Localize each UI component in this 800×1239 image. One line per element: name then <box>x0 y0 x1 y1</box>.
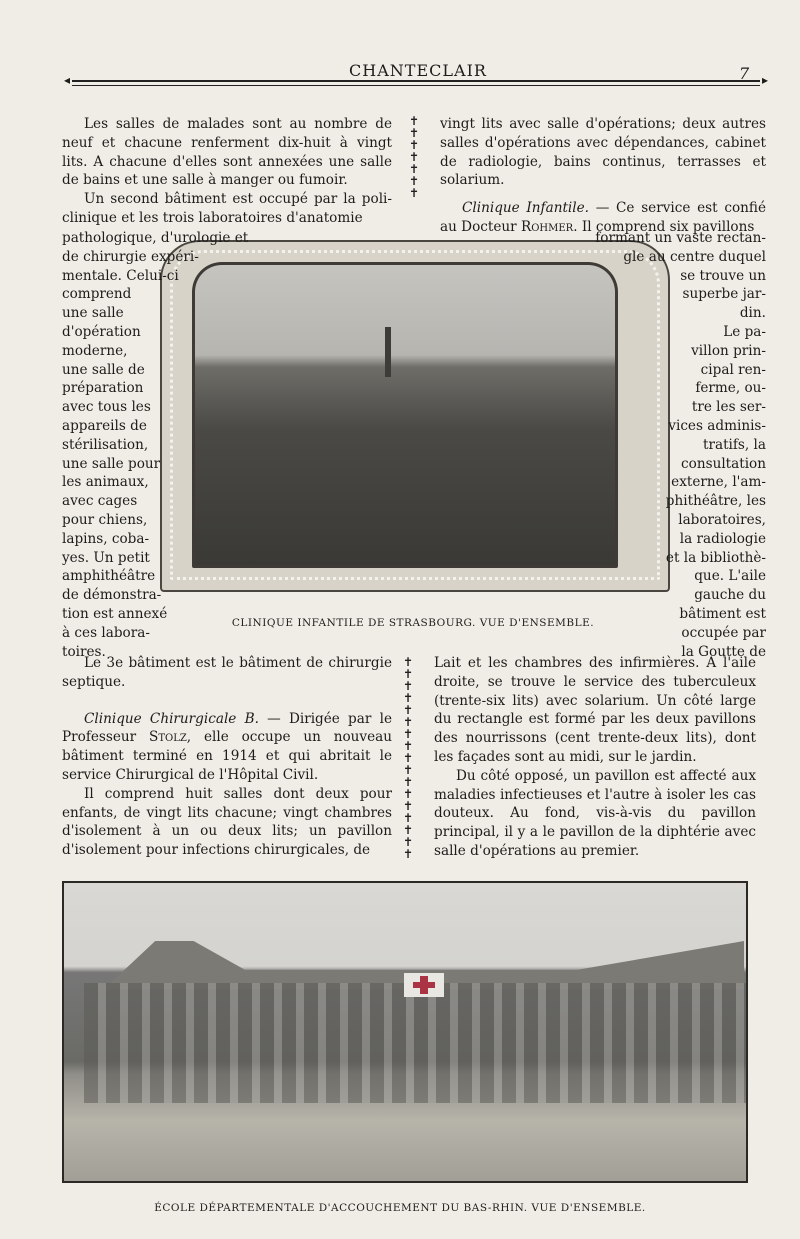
photo-clinique-infantile <box>192 262 618 568</box>
photo-caption: ÉCOLE DÉPARTEMENTALE D'ACCOUCHEMENT DU BAS-RHIN. VUE D'ENSEMBLE. <box>154 1202 646 1214</box>
column-divider: ✝ ✝ ✝ ✝ ✝ ✝ ✝ ✝ ✝ ✝ ✝ ✝ ✝ ✝ ✝ ✝ ✝ <box>402 656 414 860</box>
text-line: pour chiens, <box>62 512 148 528</box>
text-line: d'opération <box>62 324 141 340</box>
text-line: gle au centre duquel <box>623 248 766 265</box>
text-line: comprend <box>62 286 132 303</box>
text-line: villon prin- <box>691 342 766 359</box>
text-line: avec cages <box>62 493 138 510</box>
text-line: mentale. Celui-ci <box>62 267 179 284</box>
page-number: 7 <box>739 64 750 83</box>
text-line: une salle de <box>62 361 145 378</box>
text: . Il comprend six pavillons <box>573 218 755 235</box>
text-line: toires. <box>62 643 106 660</box>
text-line: cipal ren- <box>700 361 766 378</box>
text-line: ferme, ou- <box>695 380 766 397</box>
text-line: de démonstra- <box>62 587 162 604</box>
text-line: gauche du <box>694 587 766 604</box>
text-line: yes. Un petit <box>62 549 150 566</box>
paragraph: Il comprend huit salles dont deux pour enfants, de vingt lits chacune; vingt chambres d'isolement à un ou deux lits; un pavillon d'isolement pour infections chirurgicales, de <box>62 785 392 859</box>
text-line: les animaux, <box>62 474 149 491</box>
person-name: Stolz <box>149 729 187 746</box>
text-line: tion est annexé <box>62 606 168 622</box>
text-line: laboratoires, <box>678 512 766 528</box>
text-line: la radiologie <box>679 530 766 547</box>
section-title: Clinique Infantile. <box>462 200 589 217</box>
text-line: phithéâtre, les <box>665 493 766 510</box>
text-line: lapins, coba- <box>62 530 150 547</box>
photo-ecole-accouchement <box>62 881 748 1183</box>
text-line: occupée par <box>681 624 766 641</box>
paragraph: Du côté opposé, un pavillon est affecté aux maladies infectieuses et l'autre à isoler les cas douteux. Au fond, vis-à-vis du pavillon principal, il y a le pavillon de la diphtérie avec salle d'opérations au premier. <box>434 767 756 859</box>
paragraph: Le 3e bâtiment est le bâtiment de chirurgie septique. <box>62 655 392 690</box>
column-left-top <box>62 115 392 228</box>
text-line: que. L'aile <box>694 568 766 585</box>
text-line: une salle pour <box>62 455 161 472</box>
text-line: et la bibliothè- <box>665 549 766 566</box>
text-line: stérilisation, <box>62 436 149 453</box>
text: , elle occupe un nouveau bâtiment terminé en 1914 et qui abritait le service Chirurgical de l'Hôpital Civil. <box>62 729 392 783</box>
building-facade <box>84 983 748 1103</box>
text-line: pathologique, d'urologie et <box>62 230 249 246</box>
text-line: din. <box>739 305 766 322</box>
text-line: tratifs, la <box>703 436 766 453</box>
cathedral-spire <box>385 327 391 377</box>
column-left-bottom <box>62 654 392 860</box>
column-divider: ✝ ✝ ✝ ✝ ✝ ✝ ✝ <box>408 115 420 200</box>
text-line: la Goutte de <box>681 643 766 660</box>
paragraph: Lait et les chambres des infirmières. A l'aile droite, se trouve le service des tuberculeux (trente-six lits) avec solarium. Un côté large du rectangle est formé par les deux pavillons des nourrissons (cent trente-deux lits), dont les façades sont au midi, sur le jardin. <box>434 655 756 765</box>
text-line: avec tous les <box>62 399 151 416</box>
column-right-bottom <box>434 654 756 861</box>
text-line: externe, l'am- <box>671 474 766 491</box>
paragraph <box>62 710 392 785</box>
text-line: bâtiment est <box>679 606 766 622</box>
paragraph: vingt lits avec salle d'opérations; deux autres salles d'opérations avec dépendances, cabinet de radiologie, bains continus, terrasses et solarium. <box>440 116 766 189</box>
text-line: moderne, <box>62 342 128 359</box>
paragraph: Un second bâtiment est occupé par la poli-clinique et les trois laboratoires d'anatomie <box>62 191 392 226</box>
column-right-top <box>440 115 766 237</box>
text-line: amphithéâtre <box>62 568 156 585</box>
section-title: Clinique Chirurgicale B. <box>84 710 259 727</box>
person-name: Rohmer <box>520 218 574 235</box>
text-line: tre les ser- <box>691 399 766 416</box>
page-header-title: CHANTECLAIR <box>349 61 487 80</box>
text: — Ce service est confié au Docteur <box>440 200 766 235</box>
text-line: se trouve un <box>680 267 766 284</box>
red-cross-icon <box>404 973 444 997</box>
text-line: appareils de <box>62 418 147 434</box>
text: — Dirigée par le Professeur <box>62 710 392 746</box>
photo-caption: CLINIQUE INFANTILE DE STRASBOURG. VUE D'ENSEMBLE. <box>231 617 595 629</box>
text-line: de chirurgie expéri- <box>62 248 199 265</box>
text-line: à ces labora- <box>62 624 150 641</box>
text-line: préparation <box>62 380 144 397</box>
paragraph: Les salles de malades sont au nombre de neuf et chacune renferment dix-huit à vingt lits. A chacune d'elles sont annexées une salle de bains et une salle à manger ou fumoir. <box>62 116 392 189</box>
text-line: Le pa- <box>723 324 766 340</box>
text-line: superbe jar- <box>682 286 766 303</box>
text-line: une salle <box>62 305 124 322</box>
text-line: formant un vaste rectan- <box>595 230 766 246</box>
text-line: vices adminis- <box>668 418 766 434</box>
text-line: consultation <box>681 455 766 472</box>
header-rule <box>72 80 760 86</box>
